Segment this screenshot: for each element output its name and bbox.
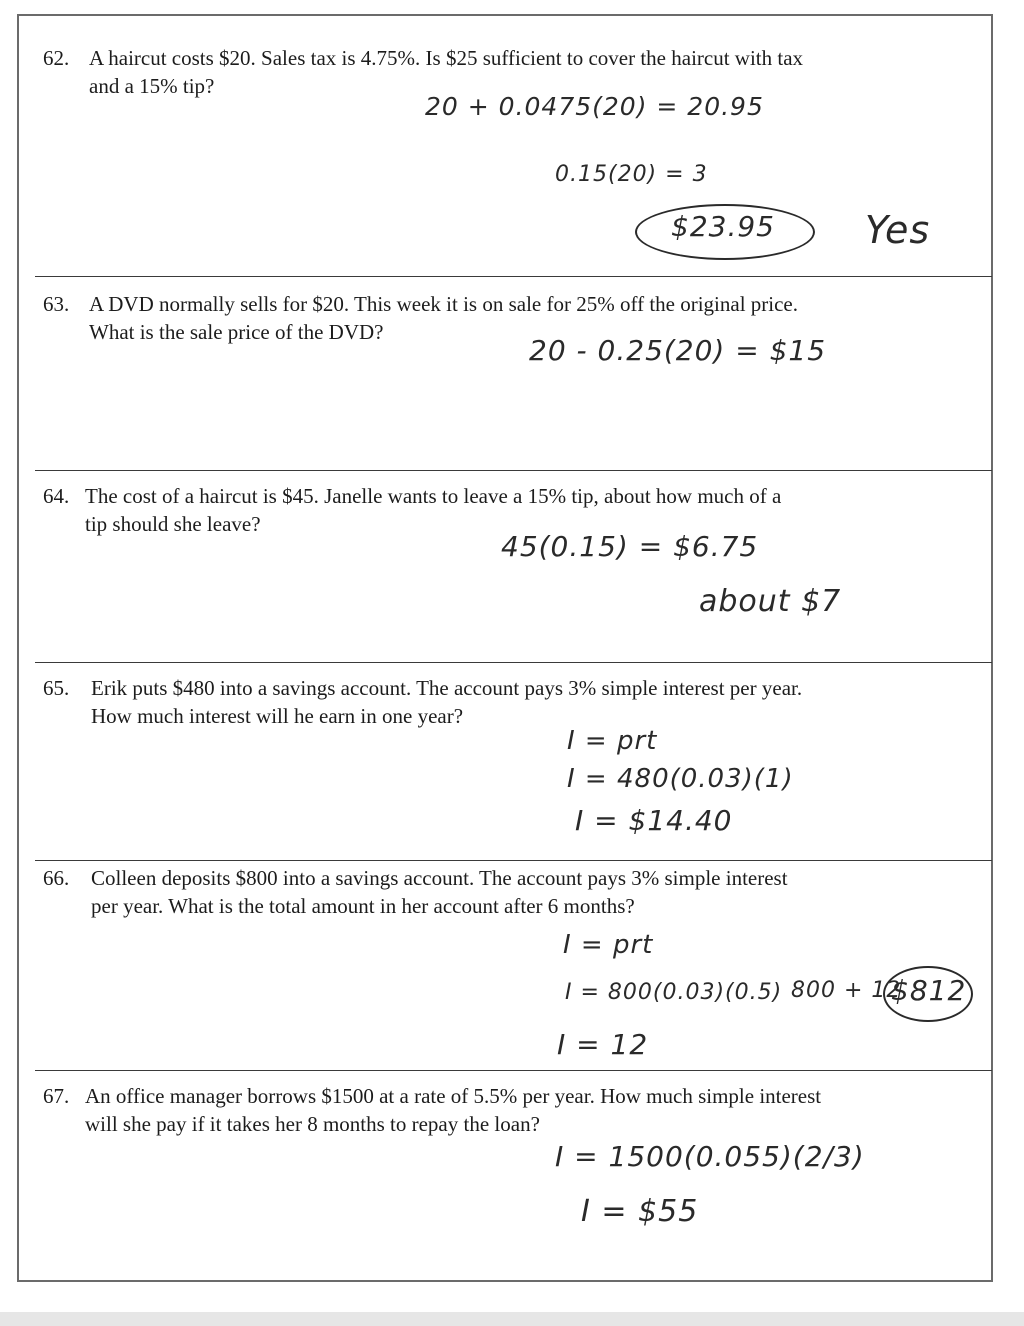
handwritten-answer: $23.95 <box>671 210 775 243</box>
problem-line-2: will she pay if it takes her 8 months to repay the loan? <box>85 1112 540 1136</box>
handwritten-work-line: I = prt <box>567 726 658 756</box>
handwritten-work-line: I = 12 <box>557 1028 649 1061</box>
problem-line-2: per year. What is the total amount in her account after 6 months? <box>91 894 635 918</box>
section-divider <box>35 470 992 471</box>
handwritten-work-line: 800 + 12 <box>791 978 902 1003</box>
handwritten-work-line: 45(0.15) = $6.75 <box>501 530 759 563</box>
problem-line-1: An office manager borrows $1500 at a rate of 5.5% per year. How much simple interest <box>85 1084 822 1108</box>
problem-number: 64. <box>43 484 70 508</box>
handwritten-answer: I = $14.40 <box>575 804 733 837</box>
section-divider <box>35 860 992 861</box>
problem-line-1: A DVD normally sells for $20. This week it is on sale for 25% off the original price. <box>89 292 799 316</box>
handwritten-answer: about $7 <box>699 584 842 619</box>
section-divider <box>35 276 992 277</box>
problem-number: 65. <box>43 676 70 700</box>
handwritten-work-line: 20 + 0.0475(20) = 20.95 <box>425 92 764 121</box>
problem-line-2: How much interest will he earn in one year? <box>91 704 464 728</box>
handwritten-work-line: I = 800(0.03)(0.5) <box>565 980 783 1005</box>
problem-line-1: A haircut costs $20. Sales tax is 4.75%. Is $25 sufficient to cover the haircut with tax <box>89 46 804 70</box>
problem-number: 63. <box>43 292 70 316</box>
problem-number: 66. <box>43 866 70 890</box>
problem-line-2: and a 15% tip? <box>89 74 215 98</box>
problem-line-2: What is the sale price of the DVD? <box>89 320 384 344</box>
handwritten-work-line: 0.15(20) = 3 <box>555 162 708 187</box>
problem-line-1: Colleen deposits $800 into a savings account. The account pays 3% simple interest <box>91 866 788 890</box>
problem-number: 67. <box>43 1084 70 1108</box>
problem-line-2: tip should she leave? <box>85 512 261 536</box>
handwritten-work-line: 20 - 0.25(20) = $15 <box>529 334 827 367</box>
handwritten-answer: I = $55 <box>581 1194 699 1229</box>
scan-edge <box>0 1312 1024 1326</box>
problem-line-1: The cost of a haircut is $45. Janelle wants to leave a 15% tip, about how much of a <box>85 484 782 508</box>
handwritten-work-line: I = 480(0.03)(1) <box>567 764 794 794</box>
handwritten-work-line: I = 1500(0.055)(2/3) <box>555 1140 865 1173</box>
problem-line-1: Erik puts $480 into a savings account. The account pays 3% simple interest per year. <box>91 676 803 700</box>
section-divider <box>35 1070 992 1071</box>
problem-number: 62. <box>43 46 70 70</box>
section-divider <box>35 662 992 663</box>
worksheet-page <box>17 14 993 1282</box>
handwritten-answer: Yes <box>865 208 931 252</box>
handwritten-answer: $812 <box>891 974 967 1007</box>
handwritten-work-line: I = prt <box>563 930 654 960</box>
